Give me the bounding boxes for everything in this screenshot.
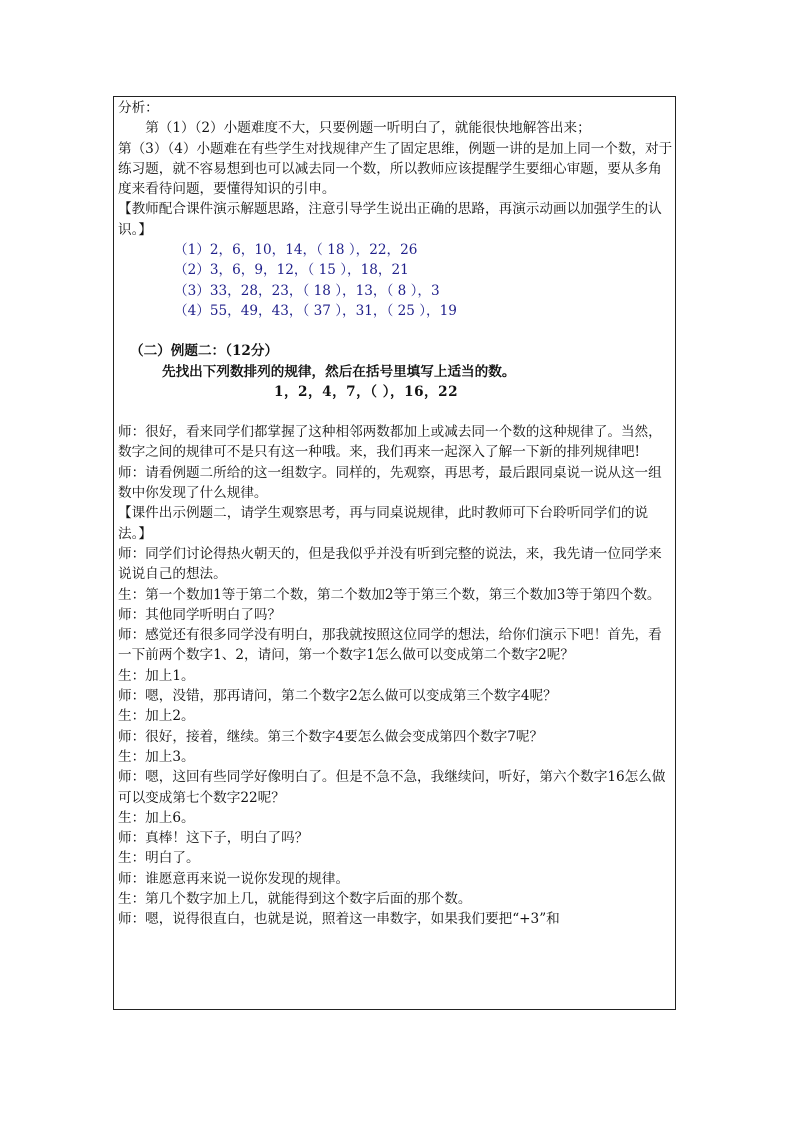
analysis-paragraph-2: 第（3）（4）小题难在有些学生对找规律产生了固定思维，例题一讲的是加上同一个数，对于练习题，就不容易想到也可以减去同一个数，所以教师应该提醒学生要细心审题，要从多角度来看待问题，要懂得知识的引申。: [118, 140, 673, 198]
dialogue-line: 师：请看例题二所给的这一组数字。同样的，先观察，再思考，最后跟同桌说一说从这一组数中你发现了什么规律。: [118, 464, 662, 502]
dialogue-line: 师：很好，看来同学们都掌握了这种相邻两数都加上或减去同一个数的这种规律了。当然，数字之间的规律可不是只有这一种哦。来，我们再来一起深入了解一下新的排列规律吧!: [118, 424, 662, 461]
example2-instruction: 先找出下列数排列的规律，然后在括号里填写上适当的数。: [162, 363, 516, 380]
dialogue-line: 师：嗯，没错，那再请问，第二个数字2怎么做可以变成第三个数字4呢？: [118, 688, 557, 705]
spacer: [118, 402, 674, 422]
dialogue-line: 师：嗯，说得很直白，也就是说，照着这一串数字，如果我们要把“+3”和: [118, 911, 560, 928]
dialogue-line: 生：加上3。: [118, 748, 195, 765]
dialogue-line: 师：同学们讨论得热火朝天的，但是我似乎并没有听到完整的说法，来，我先请一位同学来说说自己的想法。: [118, 545, 662, 583]
dialogue-line: 生：第几个数字加上几，就能得到这个数字后面的那个数。: [118, 890, 472, 907]
analysis-label: 分析：: [118, 100, 159, 116]
dialogue-line: 师：真棒！这下子，明白了吗？: [118, 830, 309, 847]
example2-title: （二）例题二：（12分）: [130, 343, 279, 360]
example2-sequence: 1，2，4，7，（ ），16，22: [274, 383, 459, 400]
dialogue-line: 师：很好，接着，继续。第三个数字4要怎么做会变成第四个数字7呢？: [118, 728, 544, 745]
spacer: [118, 321, 674, 341]
sequence-item-2: （2）3，6，9，12，（ 15 ），18，21: [174, 262, 409, 279]
dialogue-line: 师：其他同学听明白了吗？: [118, 606, 282, 623]
dialogue-line: 生：第一个数加1等于第二个数，第二个数加2等于第三个数，第三个数加3等于第四个数。: [118, 586, 661, 603]
analysis-paragraph-1: 第（1）（2）小题难度不大，只要例题一听明白了，就能很快地解答出来；: [145, 120, 591, 137]
sequence-item-4: （4）55，49，43，（ 37 ），31，（ 25 ），19: [174, 302, 457, 319]
dialogue-line: 生：加上1。: [118, 667, 195, 684]
dialogue-line: 生：明白了。: [118, 850, 200, 867]
dialogue-line: 生：加上6。: [118, 809, 195, 826]
dialogue-line: 生：加上2。: [118, 708, 195, 725]
dialogue-line: 师：嗯，这回有些同学好像明白了。但是不急不急，我继续问，听好，第六个数字16怎么做可以变成第七个数字22呢？: [118, 769, 666, 806]
sequence-item-3: （3）33，28，23，（ 18 ），13，（ 8 ），3: [174, 282, 440, 299]
dialogue-line: 师：感觉还有很多同学没有明白，那我就按照这位同学的想法，给你们演示下吧！首先，看一下前两个数字1、2，请问，第一个数字1怎么做可以变成第二个数字2呢？: [118, 627, 662, 664]
sequence-item-1: （1）2，6，10，14，（ 18 ），22，26: [174, 242, 418, 259]
teacher-note-2: 【课件出示例题二，请学生观察思考，再与同桌说规律，此时教师可下台聆听同学们的说法。】: [118, 505, 649, 542]
teacher-note-1: 【教师配合课件演示解题思路，注意引导学生说出正确的思路，再演示动画以加强学生的认识。】: [118, 201, 662, 238]
lesson-content: [118, 98, 674, 930]
dialogue-line: 师：谁愿意再来说一说你发现的规律。: [118, 870, 350, 887]
